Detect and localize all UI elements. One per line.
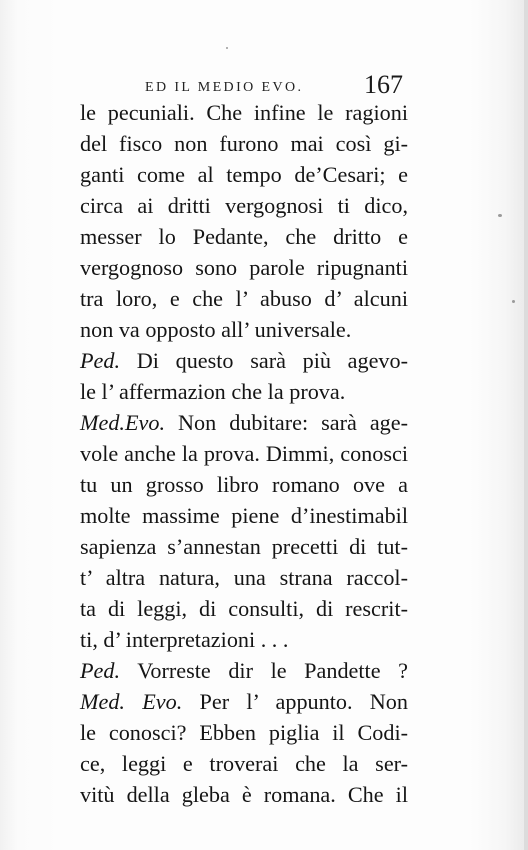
line-text: le conosci? Ebben piglia il Codi- <box>80 720 408 745</box>
text-line <box>80 345 408 376</box>
body-text <box>80 97 408 810</box>
text-line <box>80 190 408 221</box>
text-line <box>80 748 408 779</box>
text-line <box>80 97 408 128</box>
text-line <box>80 562 408 593</box>
text-line <box>80 376 408 407</box>
text-line <box>80 531 408 562</box>
paper-speck <box>226 47 228 49</box>
line-text: ta di leggi, di consulti, di rescrit- <box>80 596 408 621</box>
line-text: circa ai dritti vergognosi ti dico, <box>80 193 408 218</box>
line-text: Vorreste dir le Pandette ? <box>137 658 408 683</box>
page-edge-shadow <box>524 0 528 850</box>
text-line <box>80 159 408 190</box>
line-text: Per l’ appunto. Non <box>199 689 408 714</box>
line-text: le l’ affermazion che la prova. <box>80 379 346 404</box>
text-line <box>80 438 408 469</box>
paper-speck <box>512 300 515 303</box>
line-text: ce, leggi e troverai che la ser- <box>80 751 408 776</box>
line-text: vergognoso sono parole ripugnanti <box>80 255 408 280</box>
text-line <box>80 252 408 283</box>
line-text: Non dubitare: sarà age- <box>178 410 409 435</box>
line-text: tu un grosso libro romano ove a <box>80 472 408 497</box>
speaker-name: Med. Evo. <box>80 689 183 714</box>
speaker-name: Ped. <box>80 348 121 373</box>
line-text: vitù della gleba è romana. Che il <box>80 782 408 807</box>
text-line <box>80 593 408 624</box>
text-line <box>80 283 408 314</box>
line-text: ganti come al tempo de’Cesari; e <box>80 162 408 187</box>
line-text: messer lo Pedante, che dritto e <box>80 224 408 249</box>
line-text: non va opposto all’ universale. <box>80 317 352 342</box>
speaker-name: Ped. <box>80 658 121 683</box>
text-line <box>80 624 408 655</box>
text-line <box>80 314 408 345</box>
text-line <box>80 469 408 500</box>
line-text: ti, d’ interpretazioni . . . <box>80 627 289 652</box>
text-line <box>80 128 408 159</box>
running-title: ED IL MEDIO EVO. <box>145 80 304 95</box>
line-text: sapienza s’annestan precetti di tut- <box>80 534 408 559</box>
page-number: 167 <box>364 70 403 99</box>
text-line <box>80 717 408 748</box>
speaker-name: Med.Evo. <box>80 410 166 435</box>
text-line <box>80 655 408 686</box>
text-line <box>80 221 408 252</box>
text-line <box>80 407 408 438</box>
line-text: t’ altra natura, una strana raccol- <box>80 565 408 590</box>
line-text: tra loro, e che l’ abuso d’ alcuni <box>80 286 408 311</box>
text-line <box>80 500 408 531</box>
paper-speck <box>498 214 502 217</box>
line-text: vole anche la prova. Dimmi, conosci <box>80 441 408 466</box>
line-text: del fisco non furono mai così gi- <box>80 131 408 156</box>
text-line <box>80 779 408 810</box>
line-text: molte massime piene d’inestimabil <box>80 503 408 528</box>
text-line <box>80 686 408 717</box>
line-text: Di questo sarà più agevo- <box>136 348 408 373</box>
line-text: le pecuniali. Che infine le ragioni <box>80 100 408 125</box>
